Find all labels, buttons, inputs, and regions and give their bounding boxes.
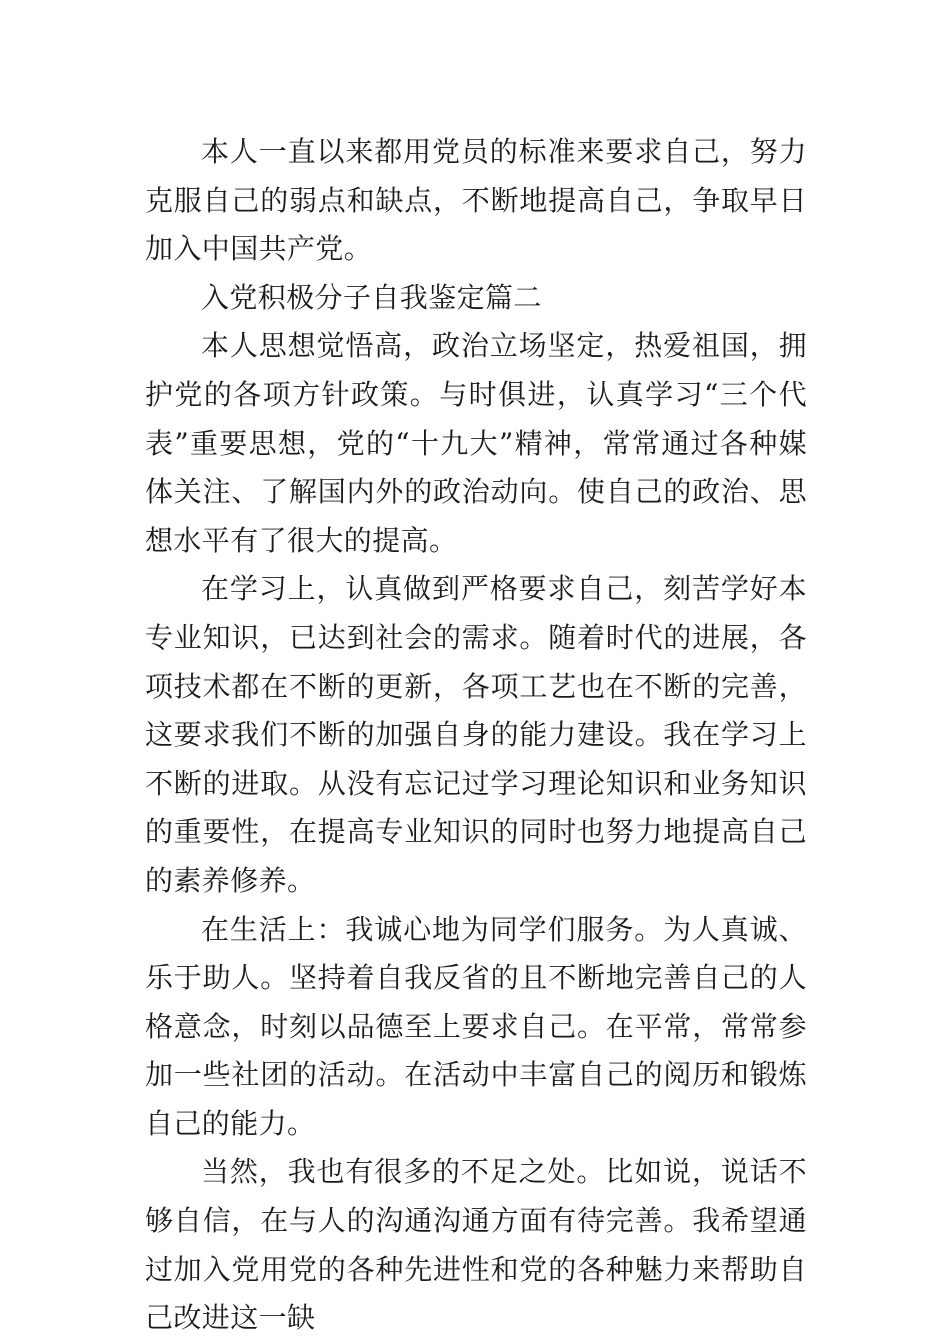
paragraph-life: 在生活上：我诚心地为同学们服务。为人真诚、乐于助人。坚持着自我反省的且不断地完善自己的人格意念，时刻以品德至上要求自己。在平常，常常参加一些社团的活动。在活动中丰富自己的阅历和锻炼自己的能力。 [145, 912, 807, 1140]
paragraph-ideology: 本人思想觉悟高，政治立场坚定，热爱祖国，拥护党的各项方针政策。与时俱进，认真学习“三个代表”重要思想，党的“十九大”精神，常常通过各种媒体关注、了解国内外的政治动向。使自己的政治、思想水平有了很大的提高。 [145, 329, 807, 557]
paragraph-study: 在学习上，认真做到严格要求自己，刻苦学好本专业知识，已达到社会的需求。随着时代的进展，各项技术都在不断的更新，各项工艺也在不断的完善，这要求我们不断的加强自身的能力建设。我在学习上不断的进取。从没有忘记过学习理论知识和业务知识的重要性，在提高专业知识的同时也努力地提高自己的素养修养。 [145, 572, 807, 897]
paragraph-shortcomings: 当然，我也有很多的不足之处。比如说，说话不够自信，在与人的沟通沟通方面有待完善。我希望通过加入党用党的各种先进性和党的各种魅力来帮助自己改进这一缺 [145, 1155, 807, 1335]
section-heading: 入党积极分子自我鉴定篇二 [201, 280, 542, 314]
document-body [145, 128, 807, 1343]
paragraph-intro-end: 本人一直以来都用党员的标准来要求自己，努力克服自己的弱点和缺点，不断地提高自己，争取早日加入中国共产党。 [145, 135, 807, 266]
